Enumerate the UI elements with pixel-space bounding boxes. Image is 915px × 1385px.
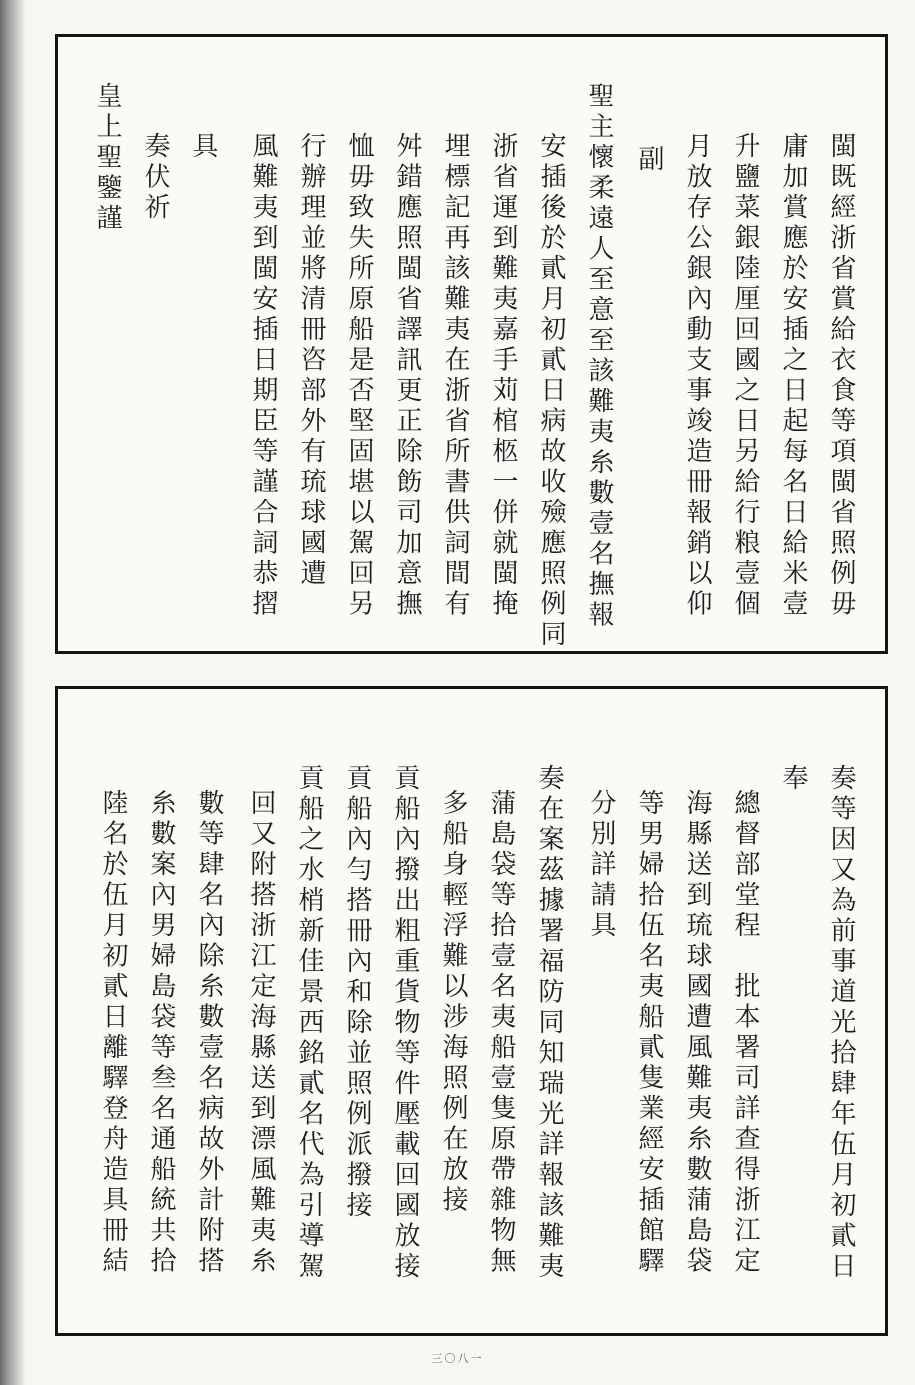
text-column: 等男婦拾伍名夷船貳隻業經安插館驛 (634, 789, 664, 1277)
text-column: 陸名於伍月初貳日離驛登舟造具冊結 (98, 789, 128, 1277)
text-column: 海縣送到琉球國遭風難夷糸數蒲島袋 (682, 789, 712, 1277)
text-column: 埋標記再該難夷在浙省所書供詞間有 (440, 132, 470, 620)
text-column: 副 (634, 145, 664, 176)
text-column: 分別詳請具 (586, 789, 616, 942)
text-column: 蒲島袋等拾壹名夷船壹隻原帶雜物無 (486, 789, 516, 1277)
document-panel-top (55, 34, 888, 654)
text-column: 聖主懷柔遠人至意至該難夷糸數壹名撫報 (584, 82, 614, 631)
page-number: 三〇八一 (431, 1352, 484, 1365)
text-column: 回又附搭浙江定海縣送到漂風難夷糸 (246, 789, 276, 1277)
text-column: 糸數案內男婦島袋等叁名通船統共拾 (146, 789, 176, 1277)
document-panel-bottom (55, 686, 888, 1336)
text-column: 浙省運到難夷嘉手苅棺柩一併就閩掩 (488, 132, 518, 620)
text-column: 舛錯應照閩省譯訊更正除飭司加意撫 (392, 132, 422, 620)
text-column: 貢船內勻搭冊內和除並照例派撥接 (342, 764, 372, 1222)
text-column: 奏等因又為前事道光拾肆年伍月初貳日 (826, 764, 856, 1283)
text-column: 月放存公銀內動支事竣造冊報銷以仰 (682, 132, 712, 620)
text-column: 皇上聖鑒謹 (92, 82, 122, 235)
text-column: 數等肆名內除糸數壹名病故外計附搭 (194, 789, 224, 1277)
text-column: 貢船內撥出粗重貨物等件壓載回國放接 (390, 764, 420, 1283)
text-column: 行辦理並將清冊咨部外有琉球國遭 (296, 132, 326, 590)
book-binding-shadow (0, 0, 26, 1385)
text-column: 奏伏祈 (140, 132, 170, 224)
text-column: 貢船之水梢新佳景西銘貳名代為引導駕 (294, 764, 324, 1283)
text-column: 總督部堂程 批本署司詳查得浙江定 (730, 789, 760, 1277)
text-column: 閩既經浙省賞給衣食等項閩省照例毋 (826, 132, 856, 620)
text-column: 安插後於貳月初貳日病故收殮應照例同 (536, 132, 566, 651)
text-column: 具 (188, 132, 218, 163)
text-column: 奏在案茲據署福防同知瑞光詳報該難夷 (534, 764, 564, 1283)
text-column: 多船身輕浮難以涉海照例在放接 (438, 789, 468, 1216)
text-column: 奉 (778, 764, 808, 795)
text-column: 升鹽菜銀陸厘回國之日另給行粮壹個 (730, 132, 760, 620)
text-column: 庸加賞應於安插之日起每名日給米壹 (778, 132, 808, 620)
text-column: 恤毋致失所原船是否堅固堪以駕回另 (344, 132, 374, 620)
text-column: 風難夷到閩安插日期臣等謹合詞恭摺 (248, 132, 278, 620)
